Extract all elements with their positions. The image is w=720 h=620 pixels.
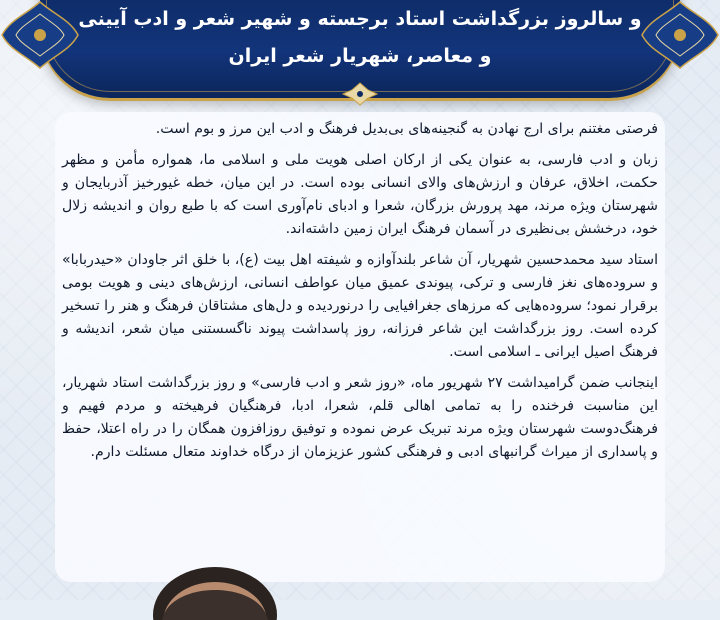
paragraph: استاد سید محمدحسین شهریار، آن شاعر بلندآوازه و شیفته اهل بیت (ع)، با خلق اثر جاودان «حیدربابا» و سروده‌های نغز فارسی و ترکی، پیوندی عمیق میان عواطف انسانی، ارزش‌های دینی و هویت بومی برقرار نمود؛ سروده‌هایی که مرزهای جغرافیایی را درنوردیده و دل‌های مشتاقان فرهنگ و هنر را تسخیر کرده است. روز بزرگداشت این شاعر فرزانه، روز پاسداشت پیوند ناگسستنی میان شعر، اندیشه و فرهنگ اصیل ایرانی ـ اسلامی است. (62, 252, 658, 360)
paragraph: فرصتی مغتنم برای ارج نهادن به گنجینه‌های بی‌بدیل فرهنگ و ادب این مرز و بوم است. (155, 121, 658, 137)
page-title-line-1: و سالروز بزرگداشت استاد برجسته و شهیر شعر و ادب آیینی (78, 8, 642, 30)
paragraph: اینجانب ضمن گرامیداشت ۲۷ شهریور ماه، «روز شعر و ادب فارسی» و روز بزرگداشت استاد شهریار، این مناسبت فرخنده را به تمامی اهالی قلم، شعرا، ادبا، فرهنگیان فرهیخته و مردم فهیم و فرهنگ‌دوست شهرستان ویژه مرند تبریک عرض نموده و توفیق روزافزون همگان را در راه اعتلا، حفظ و پاسداری از میراث گرانبهای ادبی و فرهنگی کشور عزیزمان از درگاه خداوند متعال مسئلت دارم. (62, 375, 658, 460)
article-body (62, 118, 658, 472)
paragraph: زبان و ادب فارسی، به عنوان یکی از ارکان اصلی هویت ملی و اسلامی ما، همواره مأمن و مظهر حکمت، اخلاق، عرفان و ارزش‌های والای انسانی بوده است. در این میان، خطه غیورخیز آذربایجان و شهرستان ویژه مرند، مهد پرورش بزرگان، شعرا و ادبای نام‌آوری است که با طبع روان و اندیشه زلال خود، درخشش بی‌نظیری در آسمان فرهنگ ایران زمین داشته‌اند. (62, 152, 658, 237)
portrait-photo (140, 560, 290, 620)
page-title-line-2: و معاصر، شهریار شعر ایران (228, 45, 492, 67)
arabesque-ornament-icon (342, 82, 378, 106)
